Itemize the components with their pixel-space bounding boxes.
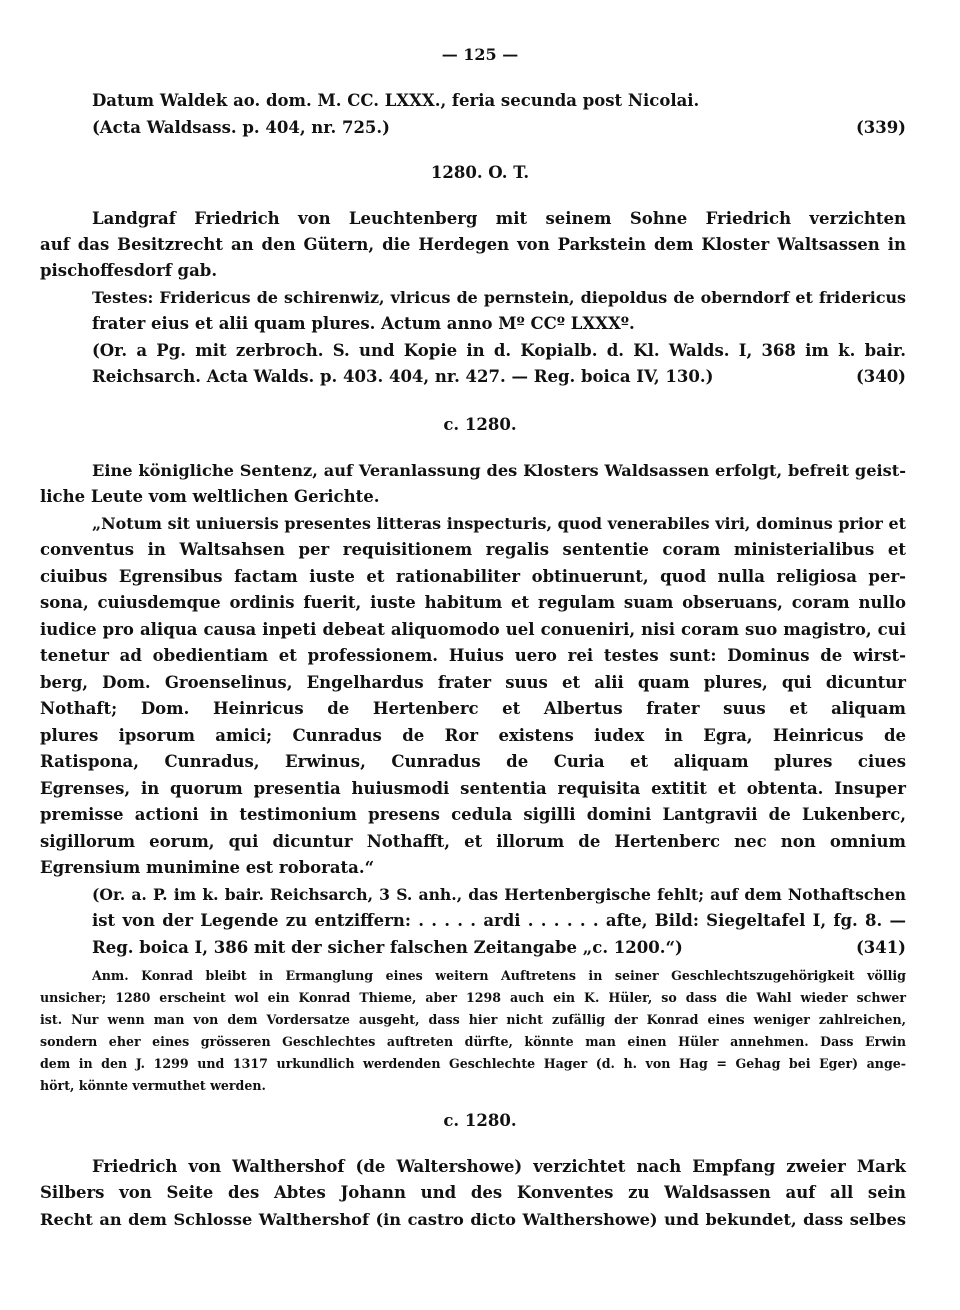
doc-341-line-5: ciuibus Egrensibus factam iuste et rationabiliter obtinuerunt, quod nulla religiosa per- (40, 567, 906, 586)
doc-340-heading: 1280. O. T. (430, 163, 530, 182)
doc-342-line-2: Silbers von Seite des Abtes Johann und des Konventes zu Waldsassen auf all sein (40, 1183, 906, 1202)
doc-340-line-7 (92, 366, 906, 388)
doc-341-number: (341) (855, 938, 906, 957)
doc-339-source: (Acta Waldsass. p. 404, nr. 725.) (92, 118, 390, 137)
page-number: — 125 — (441, 45, 519, 64)
doc-339-line-2 (92, 117, 906, 139)
doc-340-line-1: Landgraf Friedrich von Leuchtenberg mit seinem Sohne Friedrich verzichten (92, 209, 906, 228)
doc-340-line-6: (Or. a Pg. mit zerbroch. S. und Kopie in d. Kopialb. d. Kl. Walds. I, 368 im k. bair. (92, 341, 906, 360)
doc-341-line-19 (92, 937, 906, 959)
doc-339-number: (339) (855, 118, 906, 137)
doc-341-line-17: (Or. a. P. im k. bair. Reichsarch, 3 S. anh., das Hertenbergische fehlt; auf dem Nothaftschen (92, 885, 906, 904)
doc-340-line-2: auf das Besitzrecht an den Gütern, die Herdegen von Parkstein dem Kloster Waltsassen in (40, 235, 906, 254)
doc-340-line-4: Testes: Fridericus de schirenwiz, vlricus de pernstein, diepoldus de oberndorf et fridericus (92, 288, 906, 307)
doc-342-line-3: Recht an dem Schlosse Walthershof (in castro dicto Walthershowe) und bekundet, dass selbes (40, 1210, 906, 1229)
doc-341-line-16: Egrensium munimine est roborata.“ (40, 858, 375, 877)
footnote-line-3: ist. Nur wenn man von dem Vordersatze ausgeht, dass hier nicht zufällig der Konrad eines weniger zahlreichen, (40, 1012, 906, 1027)
doc-341-line-10: Nothaft; Dom. Heinricus de Hertenberc et Albertus frater suus et aliquam (40, 699, 906, 718)
doc-341-line-2: liche Leute vom weltlichen Gerichte. (40, 487, 380, 506)
doc-342-heading: c. 1280. (443, 1111, 517, 1130)
doc-341-line-1: Eine königliche Sentenz, auf Veranlassung des Klosters Waldsassen erfolgt, befreit geist- (92, 461, 906, 480)
doc-340-line-3: pischoffesdorf gab. (40, 261, 218, 280)
doc-341-line-8: tenetur ad obedientiam et professionem. Huius uero rei testes sunt: Dominus de wirst- (40, 646, 906, 665)
doc-340-source: Reichsarch. Acta Walds. p. 403. 404, nr. 427. — Reg. boica IV, 130.) (92, 367, 714, 386)
doc-341-line-15: sigillorum eorum, qui dicuntur Nothafft, et illorum de Hertenberc nec non omnium (40, 832, 906, 851)
doc-341-line-13: Egrenses, in quorum presentia huiusmodi sententia requisita extitit et obtenta. Insuper (40, 779, 906, 798)
doc-339-line-1: Datum Waldek ao. dom. M. CC. LXXX., feria secunda post Nicolai. (92, 91, 700, 110)
doc-342-line-1: Friedrich von Walthershof (de Waltershowe) verzichtet nach Empfang zweier Mark (92, 1157, 906, 1176)
doc-341-line-18: ist von der Legende zu entziffern: . . . . . ardi . . . . . . afte, Bild: Siegeltafel I, fg. 8. — (92, 911, 906, 930)
doc-341-line-9: berg, Dom. Groenselinus, Engelhardus frater suus et alii quam plures, qui dicuntur (40, 673, 906, 692)
doc-341-line-12: Ratispona, Cunradus, Erwinus, Cunradus de Curia et aliquam plures ciues (40, 752, 906, 771)
doc-341-heading: c. 1280. (443, 415, 517, 434)
doc-341-line-3: „Notum sit uniuersis presentes litteras inspecturis, quod venerabiles viri, dominus prior et (92, 514, 906, 533)
footnote-line-2: unsicher; 1280 erscheint wol ein Konrad Thieme, aber 1298 auch ein K. Hüler, so dass die Wahl wieder schwer (40, 990, 906, 1005)
doc-341-line-4: conventus in Waltsahsen per requisitionem regalis sententie coram ministerialibus et (40, 540, 906, 559)
doc-340-line-5: frater eius et alii quam plures. Actum anno Mº CCº LXXXº. (92, 314, 635, 333)
footnote-line-5: dem in den J. 1299 und 1317 urkundlich werdenden Geschlechte Hager (d. h. von Hag = Gehag bei Eger) ange- (40, 1056, 906, 1071)
doc-341-line-11: plures ipsorum amici; Cunradus de Ror existens iudex in Egra, Heinricus de (40, 726, 906, 745)
footnote-line-4: sondern eher eines grösseren Geschlechtes auftreten dürfte, könnte man einen Hüler annehmen. Dass Erwin (40, 1034, 906, 1049)
doc-341-line-14: premisse actioni in testimonium presens cedula sigilli domini Lantgravii de Lukenberc, (40, 805, 906, 824)
doc-340-number: (340) (855, 367, 906, 386)
footnote-line-6: hört, könnte vermuthet werden. (40, 1078, 266, 1093)
doc-341-source: Reg. boica I, 386 mit der sicher falschen Zeitangabe „c. 1200.“) (92, 938, 683, 957)
doc-341-line-7: iudice pro aliqua causa inpeti debeat aliquomodo uel conueniri, nisi coram suo magistro, cui (40, 620, 906, 639)
footnote-line-1: Anm. Konrad bleibt in Ermanglung eines weitern Auftretens in seiner Geschlechtszugehörigkeit völlig (92, 968, 906, 983)
doc-341-line-6: sona, cuiusdemque ordinis fuerit, iuste habitum et regulam suam obseruans, coram nullo (40, 593, 906, 612)
